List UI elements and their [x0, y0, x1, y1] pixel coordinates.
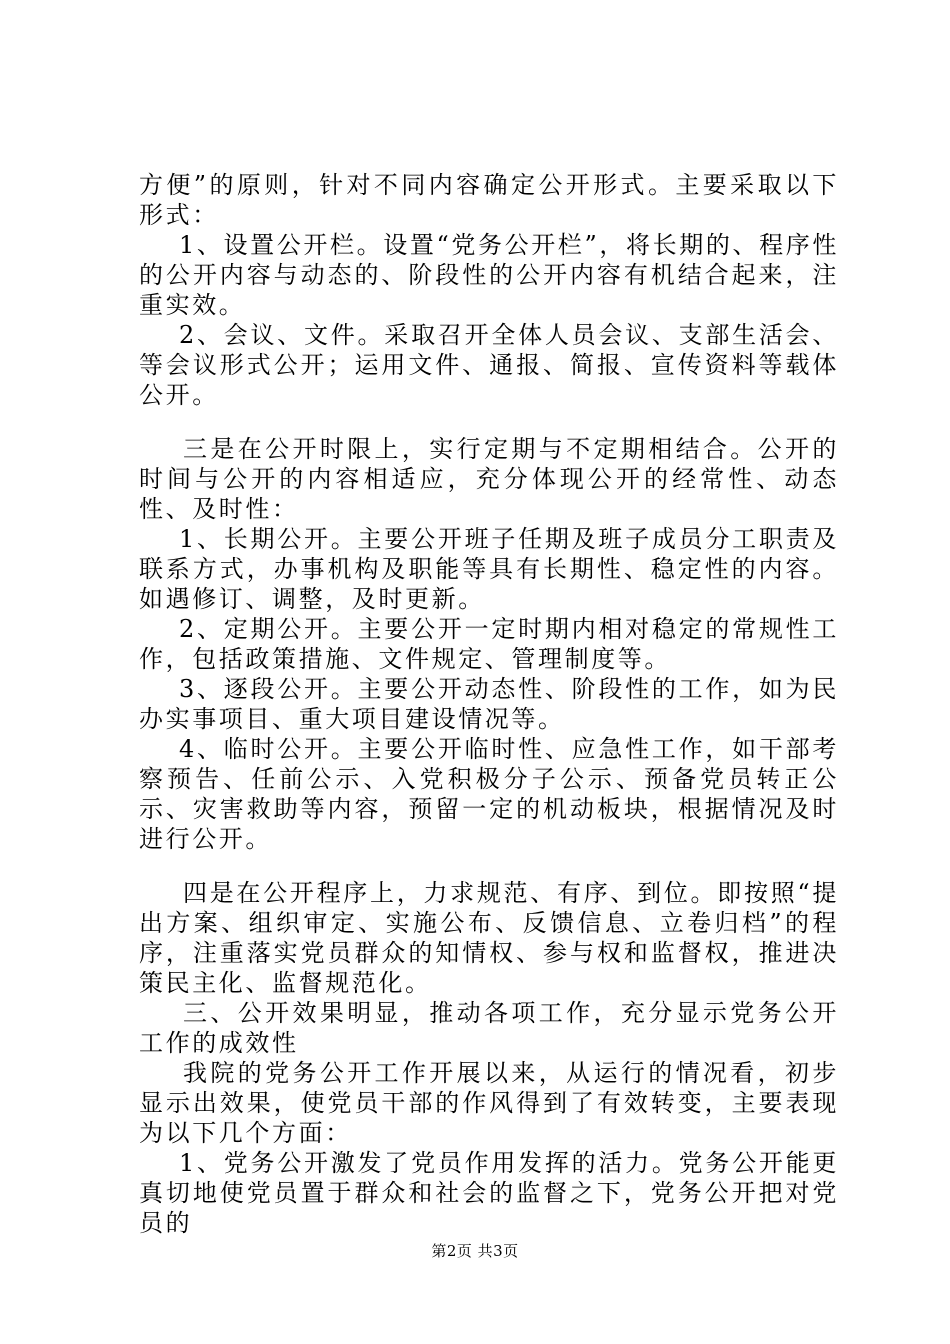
- page-number-footer: 第2页 共3页: [431, 1242, 519, 1260]
- paragraph-bulletin-board: 1、设置公开栏。设置“党务公开栏”，将长期的、程序性的公开内容与动态的、阶段性的公开内容有机结合起来，注重实效。: [139, 231, 839, 319]
- paragraph-periodic-disclosure: 2、定期公开。主要公开一定时期内相对稳定的常规性工作，包括政策措施、文件规定、管理制度等。: [139, 615, 839, 673]
- document-body: [139, 170, 839, 1238]
- section-heading-effects: 三、公开效果明显，推动各项工作，充分显示党务公开工作的成效性: [139, 999, 839, 1057]
- paragraph-stage-disclosure: 3、逐段公开。主要公开动态性、阶段性的工作，如为民办实事项目、重大项目建设情况等。: [139, 675, 839, 733]
- paragraph-time-limit: 三是在公开时限上，实行定期与不定期相结合。公开的时间与公开的内容相适应，充分体现公开的经常性、动态性、及时性：: [139, 435, 839, 523]
- paragraph-meetings-documents: 2、会议、文件。采取召开全体人员会议、支部生活会、等会议形式公开；运用文件、通报、简报、宣传资料等载体公开。: [139, 321, 839, 409]
- paragraph-temporary-disclosure: 4、临时公开。主要公开临时性、应急性工作，如干部考察预告、任前公示、入党积极分子公示、预备党员转正公示、灾害救助等内容，预留一定的机动板块，根据情况及时进行公开。: [139, 735, 839, 853]
- paragraph-procedure: 四是在公开程序上，力求规范、有序、到位。即按照“提出方案、组织审定、实施公布、反馈信息、立卷归档”的程序，注重落实党员群众的知情权、参与权和监督权，推进决策民主化、监督规范化。: [139, 879, 839, 997]
- paragraph-vitality: 1、党务公开激发了党员作用发挥的活力。党务公开能更真切地使党员置于群众和社会的监督之下，党务公开把对党员的: [139, 1149, 839, 1237]
- paragraph-principle-continuation: 方便”的原则，针对不同内容确定公开形式。主要采取以下形式：: [139, 171, 839, 229]
- paragraph-long-term-disclosure: 1、长期公开。主要公开班子任期及班子成员分工职责及联系方式，办事机构及职能等具有长期性、稳定性的内容。如遇修订、调整，及时更新。: [139, 525, 839, 613]
- paragraph-effects-intro: 我院的党务公开工作开展以来，从运行的情况看，初步显示出效果，使党员干部的作风得到了有效转变，主要表现为以下几个方面：: [139, 1059, 839, 1147]
